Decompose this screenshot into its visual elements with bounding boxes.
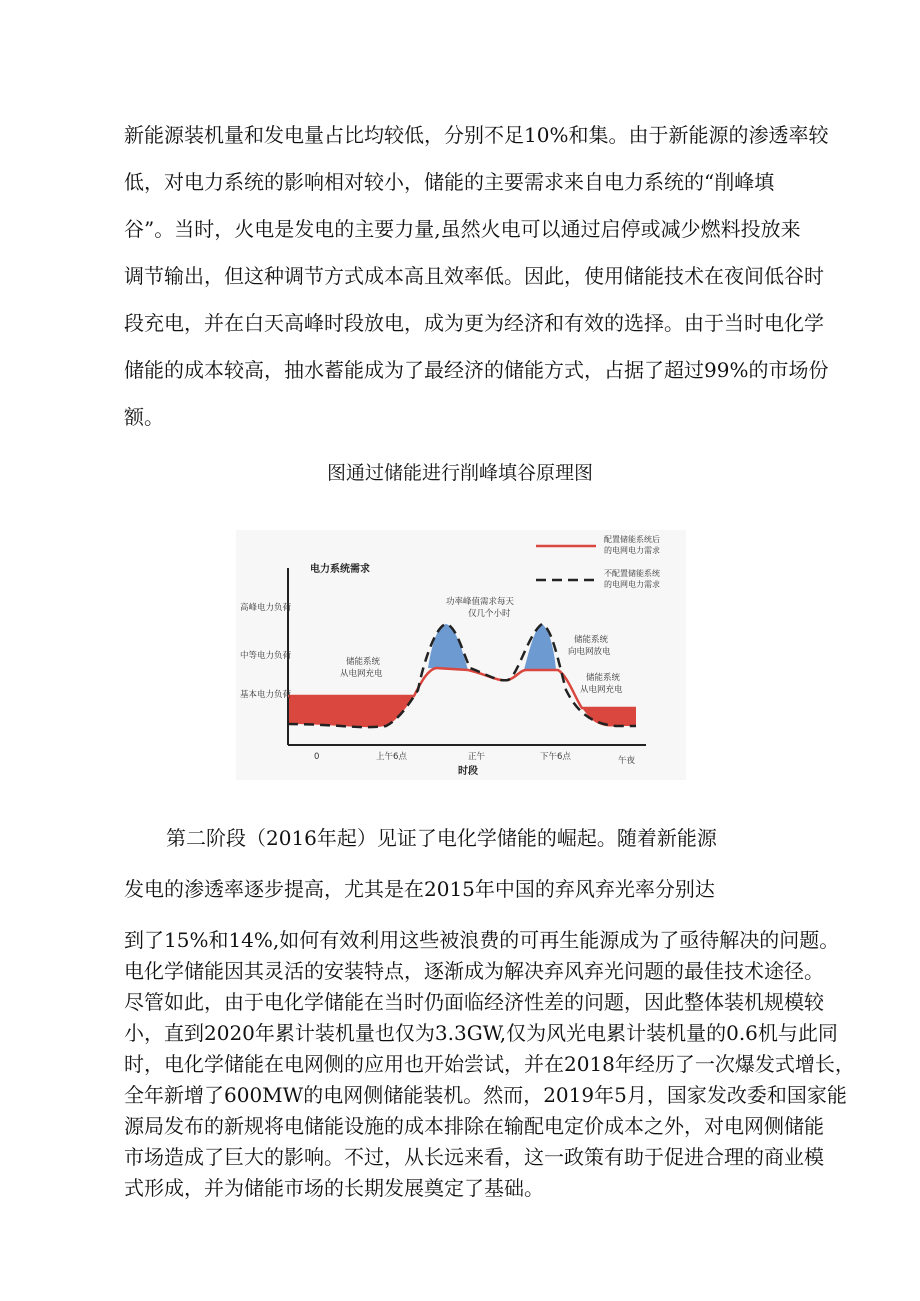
text-line: 小，直到2020年累计装机量也仅为3.3GW,仅为风光电累计装机量的0.6机与此同	[124, 1021, 838, 1045]
text-line: 储能的成本较高，抽水蓄能成为了最经济的储能方式，占据了超过99%的市场份	[124, 358, 829, 382]
y-axis-title: 电力系统需求	[310, 564, 370, 575]
annotation-right-top-2: 向电网放电	[568, 647, 611, 657]
legend-solid-label-1: 配置储能系统后	[604, 535, 660, 544]
text-line: 源局发布的新规将电储能设施的成本排除在输配电定价成本之外，对电网侧储能	[124, 1114, 824, 1138]
x-tick-midnight: 午夜	[618, 756, 636, 766]
annotation-peak-2: 仅几个小时	[468, 609, 511, 619]
discharge-area-right	[524, 624, 556, 670]
y-tick-medium: 中等电力负荷	[240, 651, 292, 661]
x-tick-0: 0	[314, 752, 320, 762]
text-line: 谷”。当时，火电是发电的主要力量,虽然火电可以通过启停或减少燃料投放来	[124, 217, 801, 241]
annotation-right-bottom-2: 从电网充电	[580, 685, 623, 695]
x-tick-6am: 上午6点	[376, 752, 407, 762]
text-line: 发电的渗透率逐步提高，尤其是在2015年中国的弃风弃光率分别达	[124, 877, 715, 901]
text-line: 全年新增了600MW的电网侧储能装机。然而，2019年5月，国家发改委和国家能	[124, 1083, 847, 1107]
annotation-peak-1: 功率峰值需求每天	[446, 597, 515, 607]
annotation-left-2: 从电网充电	[340, 669, 383, 679]
text-line: 市场造成了巨大的影响。不过，从长远来看，这一政策有助于促进合理的商业模	[124, 1145, 824, 1169]
peak-shaving-diagram	[236, 530, 686, 780]
text-line: 低，对电力系统的影响相对较小，储能的主要需求来自电力系统的“削峰填	[124, 170, 775, 194]
annotation-left-1: 储能系统	[346, 657, 381, 667]
y-tick-base: 基本电力负荷	[240, 690, 292, 700]
text-line: 新能源装机量和发电量占比均较低，分别不足10%和集。由于新能源的渗透率较	[124, 123, 829, 147]
legend-dashed-label-2: 的电网电力需求	[604, 580, 660, 589]
legend-solid-label-2: 的电网电力需求	[604, 546, 660, 555]
text-line: 第二阶段（2016年起）见证了电化学储能的崛起。随着新能源	[166, 826, 717, 850]
text-line: 额。	[124, 405, 164, 429]
text-line: 调节输出，但这种调节方式成本高且效率低。因此，使用储能技术在夜间低谷时	[124, 264, 824, 288]
text-line: 电化学储能因其灵活的安装特点，逐渐成为解决弃风弃光问题的最佳技术途径。	[124, 959, 824, 983]
legend-dashed-label-1: 不配置储能系统	[604, 569, 660, 578]
figure-caption: 图通过储能进行削峰填谷原理图	[326, 462, 593, 484]
x-tick-6pm: 下午6点	[540, 752, 571, 762]
annotation-right-bottom-1: 储能系统	[586, 673, 621, 683]
annotation-right-top-1: 储能系统	[574, 635, 609, 645]
diagram-svg	[236, 530, 686, 780]
text-line: 式形成，并为储能市场的长期发展奠定了基础。	[124, 1176, 544, 1200]
text-line: 时，电化学储能在电网侧的应用也开始尝试，并在2018年经历了一次爆发式增长，	[124, 1052, 855, 1076]
text-line: 段充电，并在白天高峰时段放电，成为更为经济和有效的选择。由于当时电化学	[124, 311, 824, 335]
y-tick-peak: 高峰电力负荷	[240, 603, 292, 613]
charge-area-left	[288, 696, 414, 727]
text-line: 尽管如此，由于电化学储能在当时仍面临经济性差的问题，因此整体装机规模较	[124, 990, 824, 1014]
x-axis-title: 时段	[458, 766, 478, 777]
text-line: 到了15%和14%,如何有效利用这些被浪费的可再生能源成为了亟待解决的问题。	[124, 928, 840, 952]
x-tick-noon: 正午	[468, 752, 486, 762]
